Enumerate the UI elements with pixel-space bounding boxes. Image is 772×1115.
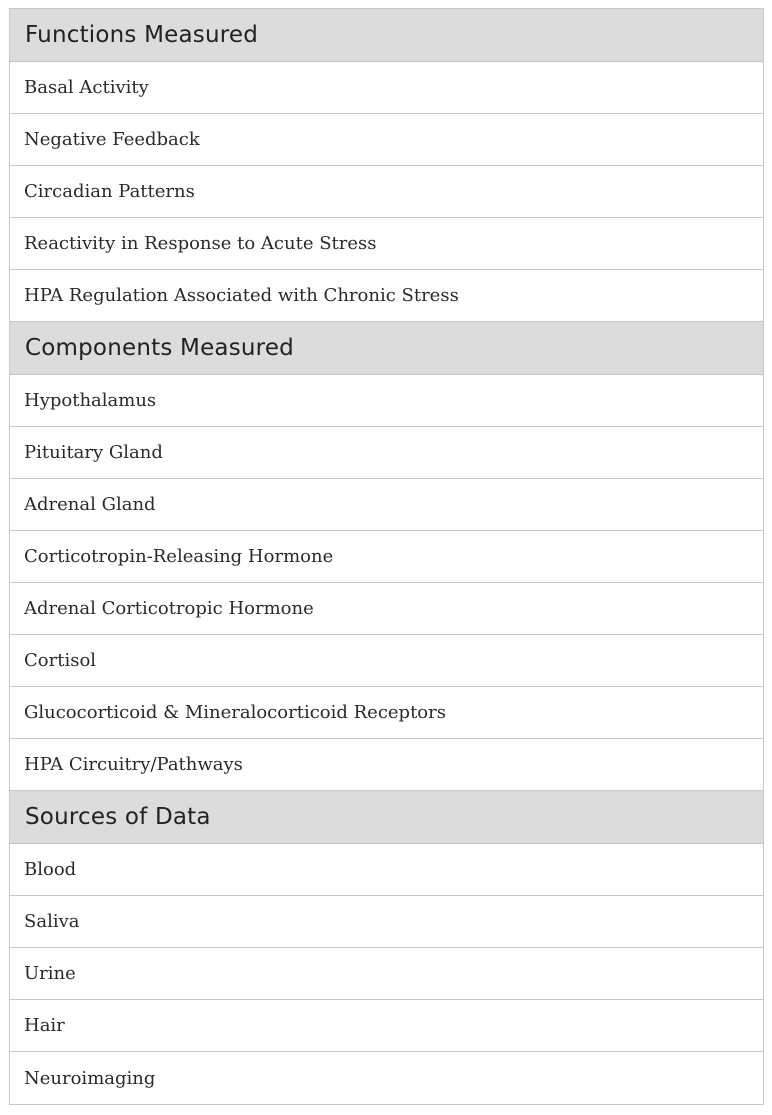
section-header-functions: Functions Measured (10, 9, 763, 62)
table-row: Reactivity in Response to Acute Stress (10, 218, 763, 270)
table-row: Pituitary Gland (10, 427, 763, 479)
hpa-measures-table (9, 8, 764, 1105)
table-row: Hypothalamus (10, 375, 763, 427)
section-header-components: Components Measured (10, 322, 763, 375)
table-row: Hair (10, 1000, 763, 1052)
table-row: Saliva (10, 896, 763, 948)
table-row: Basal Activity (10, 62, 763, 114)
table-row: Negative Feedback (10, 114, 763, 166)
table-row: Neuroimaging (10, 1052, 763, 1104)
table-row: Adrenal Corticotropic Hormone (10, 583, 763, 635)
table-row: Adrenal Gland (10, 479, 763, 531)
table-row: Corticotropin-Releasing Hormone (10, 531, 763, 583)
table-row: Blood (10, 844, 763, 896)
table-row: Urine (10, 948, 763, 1000)
table-row: Cortisol (10, 635, 763, 687)
table-row: HPA Circuitry/Pathways (10, 739, 763, 791)
table-row: Glucocorticoid & Mineralocorticoid Receptors (10, 687, 763, 739)
section-header-sources: Sources of Data (10, 791, 763, 844)
table-row: Circadian Patterns (10, 166, 763, 218)
table-row: HPA Regulation Associated with Chronic Stress (10, 270, 763, 322)
